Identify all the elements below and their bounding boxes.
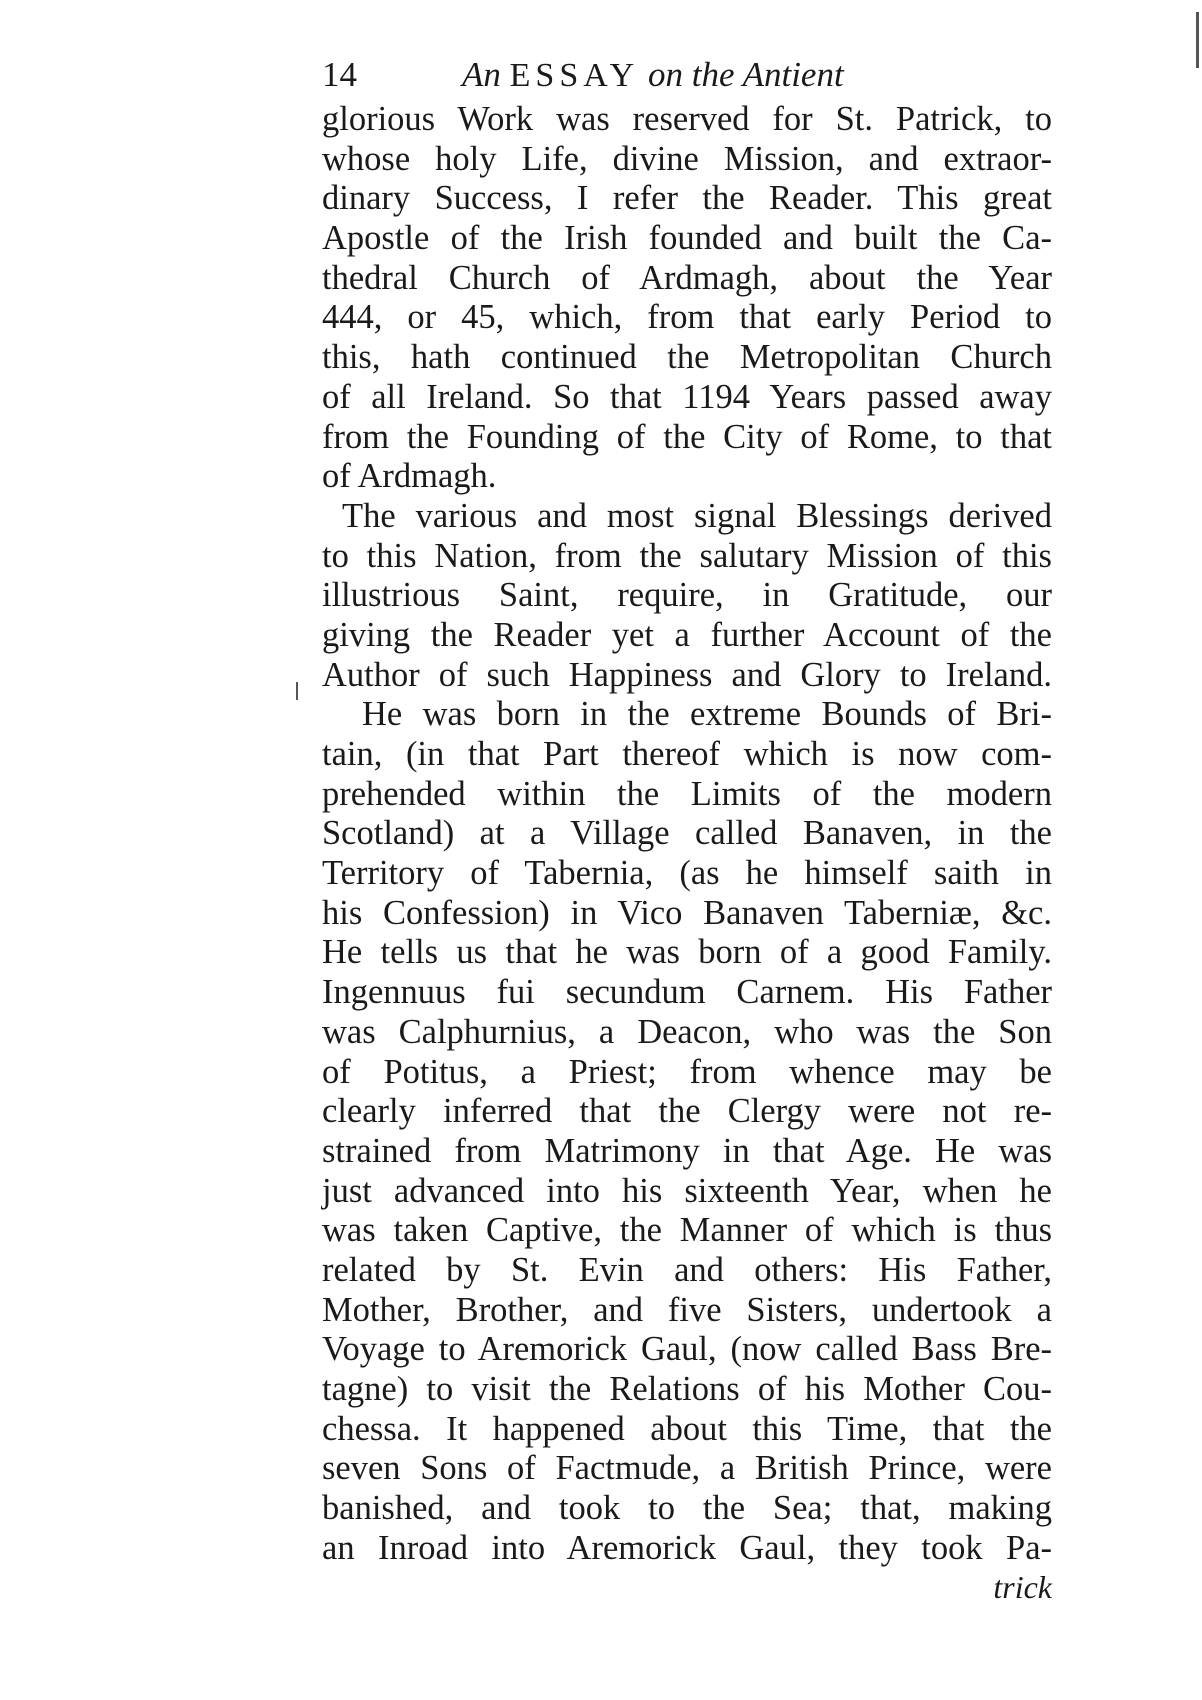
text-line: Scotland) at a Village called Banaven, in the [322, 814, 1052, 853]
text-line: of Ardmagh. [322, 457, 497, 496]
text-line: Author of such Happiness and Glory to Ireland. [322, 655, 1052, 694]
running-title [462, 52, 844, 99]
text-line: tain, (in that Part thereof which is now com- [322, 735, 1052, 773]
text-line: this, hath continued the Metropolitan Church [322, 338, 1052, 377]
text-line: banished, and took to the Sea; that, making [322, 1489, 1052, 1528]
text-line: glorious Work was reserved for St. Patrick, to [322, 100, 1052, 138]
page-number: 14 [322, 55, 357, 94]
text-line: his Confession) in Vico Banaven Taberniæ, &c. [322, 893, 1052, 932]
text-line: Voyage to Aremorick Gaul, (now called Bass Bre- [322, 1330, 1052, 1369]
text-line: 444, or 45, which, from that early Period to [322, 298, 1052, 337]
text-line: strained from Matrimony in that Age. He was [322, 1131, 1052, 1170]
catchword: trick [993, 1569, 1052, 1605]
text-line: chessa. It happened about this Time, that the [322, 1409, 1052, 1448]
text-line: illustrious Saint, require, in Gratitude, our [322, 576, 1052, 615]
margin-tick [296, 682, 298, 700]
text-line: The various and most signal Blessings derived [342, 496, 1052, 535]
text-line: Ingennuus fui secundum Carnem. His Father [322, 973, 1052, 1012]
body-text [322, 100, 1052, 1568]
text-line: whose holy Life, divine Mission, and extraor- [322, 139, 1052, 178]
text-line: seven Sons of Factmude, a British Prince, were [322, 1449, 1052, 1488]
text-line: giving the Reader yet a further Account of the [322, 615, 1052, 654]
text-line: dinary Success, I refer the Reader. This great [322, 179, 1052, 218]
text-line: clearly inferred that the Clergy were not re- [322, 1092, 1052, 1131]
text-line: to this Nation, from the salutary Mission of this [322, 536, 1052, 575]
title-suffix: on the Antient [647, 55, 844, 94]
text-line: of all Ireland. So that 1194 Years passed away [322, 377, 1052, 416]
text-line: He tells us that he was born of a good Family. [322, 933, 1052, 972]
text-line: of Potitus, a Priest; from whence may be [322, 1052, 1052, 1091]
text-line: He was born in the extreme Bounds of Bri- [362, 695, 1052, 734]
text-line: Apostle of the Irish founded and built the Ca- [322, 219, 1052, 258]
text-line: was taken Captive, the Manner of which is thus [322, 1211, 1052, 1250]
title-prefix: An [462, 55, 501, 94]
text-line: was Calphurnius, a Deacon, who was the Son [322, 1012, 1052, 1051]
text-line: an Inroad into Aremorick Gaul, they took Pa- [322, 1528, 1052, 1567]
text-line: tagne) to visit the Relations of his Mother Cou- [322, 1370, 1052, 1408]
text-line: prehended within the Limits of the modern [322, 774, 1052, 813]
text-line: just advanced into his sixteenth Year, when he [322, 1171, 1052, 1210]
text-line: thedral Church of Ardmagh, about the Year [322, 258, 1052, 297]
running-header [322, 52, 1052, 98]
text-line: Mother, Brother, and five Sisters, undertook a [322, 1290, 1052, 1329]
text-line: from the Founding of the City of Rome, to that [322, 417, 1052, 456]
text-line: Territory of Tabernia, (as he himself saith in [322, 854, 1052, 893]
page-edge-mark [1196, 12, 1199, 68]
title-main: ESSAY [509, 57, 640, 94]
text-line: related by St. Evin and others: His Father, [322, 1250, 1052, 1289]
